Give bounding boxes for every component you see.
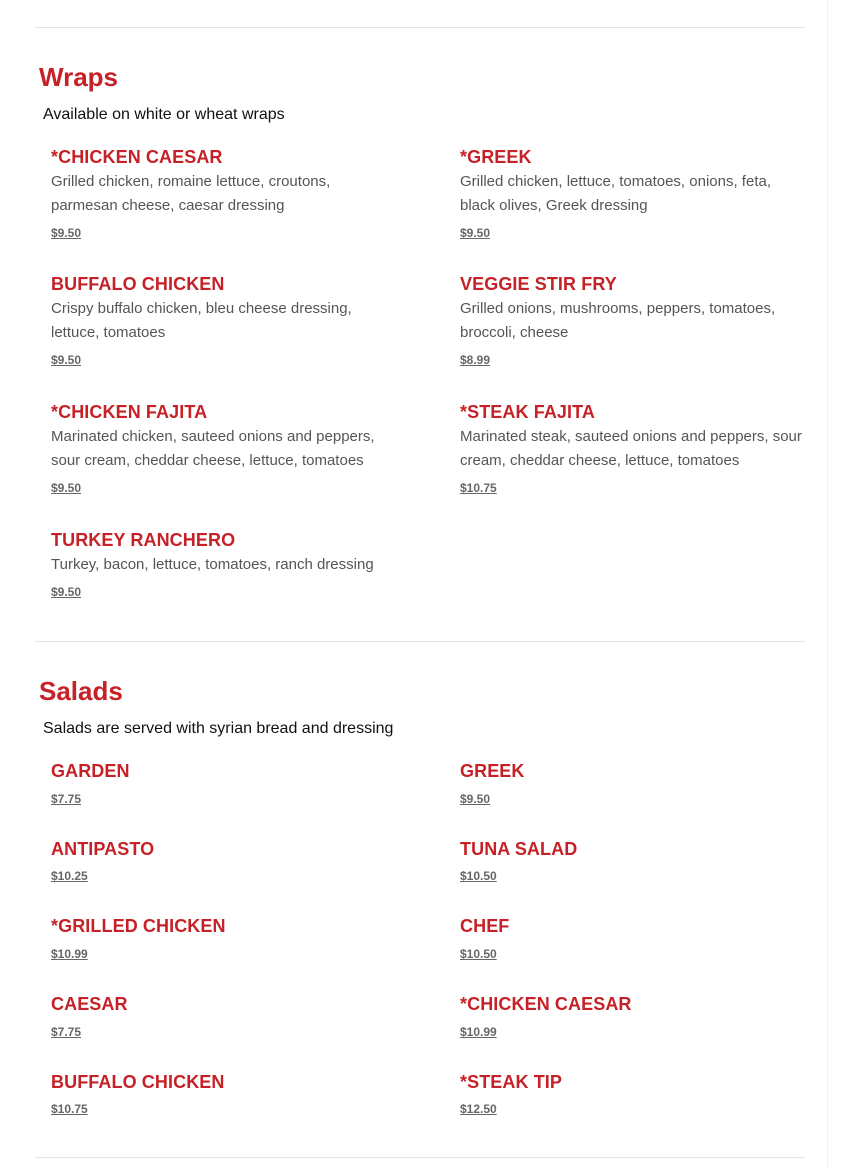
menu-item-name: *GRILLED CHICKEN	[51, 916, 226, 936]
section-divider-wraps-salads	[35, 641, 805, 642]
menu-item-price: $10.50	[460, 947, 497, 961]
menu-item-salad-chicken-caesar[interactable]	[460, 993, 805, 1039]
menu-item-name: GREEK	[460, 761, 525, 781]
menu-item-price: $8.99	[460, 353, 491, 367]
menu-item-price: $9.50	[51, 481, 82, 495]
menu-item-wrap-veggie-stir-fry[interactable]	[460, 273, 805, 367]
menu-item-description: Grilled chicken, romaine lettuce, croutons, parmesan cheese, caesar dressing	[51, 173, 331, 214]
menu-item-name: BUFFALO CHICKEN	[51, 1072, 225, 1092]
menu-item-name: *GREEK	[460, 147, 532, 167]
menu-item-wrap-greek[interactable]	[460, 146, 805, 240]
wraps-section-subtitle: Available on white or wheat wraps	[43, 106, 285, 123]
section-divider-bottom	[35, 1157, 805, 1158]
menu-item-wrap-chicken-caesar[interactable]	[51, 146, 396, 240]
menu-item-name: ANTIPASTO	[51, 839, 155, 859]
menu-item-price: $10.99	[51, 947, 88, 961]
salads-section-title: Salads	[39, 676, 123, 706]
menu-item-description: Grilled chicken, lettuce, tomatoes, onions, feta, black olives, Greek dressing	[460, 173, 771, 214]
section-divider-top	[35, 27, 805, 28]
menu-item-price: $10.50	[460, 869, 497, 883]
menu-item-price: $7.75	[51, 792, 82, 806]
menu-item-wrap-steak-fajita[interactable]	[460, 401, 805, 495]
menu-item-price: $9.50	[51, 353, 82, 367]
page-edge-divider	[827, 0, 828, 1167]
menu-item-name: CHEF	[460, 916, 510, 936]
menu-item-salad-steak-tip[interactable]	[460, 1071, 805, 1116]
menu-item-price: $9.50	[51, 226, 82, 240]
menu-item-price: $12.50	[460, 1102, 497, 1116]
menu-item-wrap-buffalo-chicken[interactable]	[51, 273, 396, 367]
menu-item-name: *CHICKEN FAJITA	[51, 402, 208, 422]
menu-item-name: *CHICKEN CAESAR	[51, 147, 223, 167]
menu-item-salad-antipasto[interactable]	[51, 838, 396, 883]
menu-item-wrap-turkey-ranchero[interactable]	[51, 529, 411, 599]
salads-section-subtitle: Salads are served with syrian bread and dressing	[43, 720, 394, 737]
menu-item-name: CAESAR	[51, 994, 128, 1014]
menu-item-salad-grilled-chicken[interactable]	[51, 915, 396, 961]
menu-item-name: *STEAK FAJITA	[460, 402, 595, 422]
menu-item-name: TUNA SALAD	[460, 839, 578, 859]
menu-item-salad-garden[interactable]	[51, 760, 396, 806]
menu-item-name: *STEAK TIP	[460, 1072, 563, 1092]
menu-item-description: Marinated chicken, sauteed onions and peppers, sour cream, cheddar cheese, lettuce, tomatoes	[51, 428, 375, 469]
menu-item-price: $10.75	[460, 481, 497, 495]
menu-item-price: $9.50	[460, 792, 491, 806]
menu-item-salad-caesar[interactable]	[51, 993, 396, 1039]
menu-item-salad-buffalo-chicken[interactable]	[51, 1071, 396, 1116]
menu-item-price: $10.99	[460, 1025, 497, 1039]
menu-item-price: $10.25	[51, 869, 88, 883]
menu-item-name: TURKEY RANCHERO	[51, 530, 236, 550]
menu-item-name: GARDEN	[51, 761, 130, 781]
menu-item-price: $9.50	[460, 226, 491, 240]
menu-item-price: $7.75	[51, 1025, 82, 1039]
menu-item-description: Grilled onions, mushrooms, peppers, tomatoes, broccoli, cheese	[460, 300, 776, 341]
menu-item-price: $10.75	[51, 1102, 88, 1116]
menu-item-name: BUFFALO CHICKEN	[51, 274, 225, 294]
menu-item-wrap-chicken-fajita[interactable]	[51, 401, 396, 495]
menu-item-salad-tuna[interactable]	[460, 838, 805, 883]
menu-item-name: VEGGIE STIR FRY	[460, 274, 617, 294]
menu-item-salad-chef[interactable]	[460, 915, 805, 961]
menu-item-price: $9.50	[51, 585, 82, 599]
menu-item-description: Turkey, bacon, lettuce, tomatoes, ranch dressing	[51, 556, 374, 573]
wraps-section-title: Wraps	[39, 62, 118, 92]
menu-item-description: Marinated steak, sauteed onions and peppers, sour cream, cheddar cheese, lettuce, tomatoes	[460, 428, 802, 469]
menu-item-name: *CHICKEN CAESAR	[460, 994, 632, 1014]
menu-item-description: Crispy buffalo chicken, bleu cheese dressing, lettuce, tomatoes	[51, 300, 352, 341]
menu-item-salad-greek[interactable]	[460, 760, 805, 806]
